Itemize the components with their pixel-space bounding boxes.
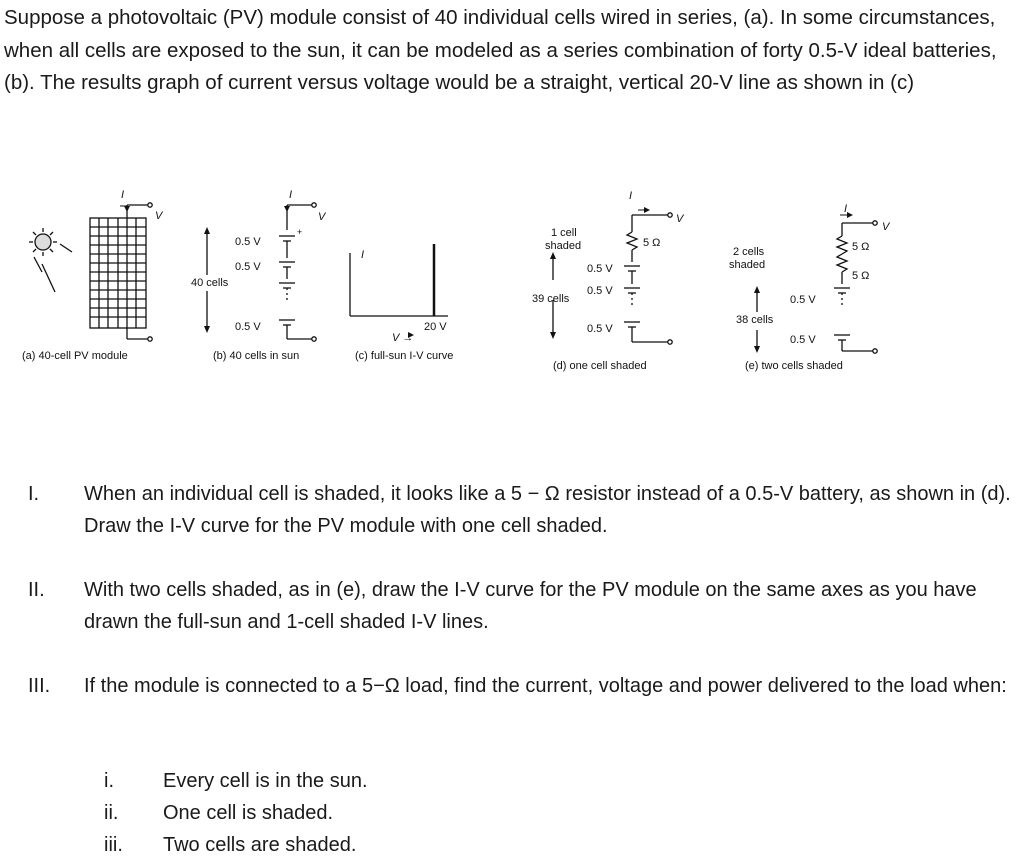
c-voltage-value: 20 V [424,321,447,333]
d-cell-voltage-3: 0.5 V [587,323,613,335]
e-shaded-line2: shaded [729,259,766,271]
d-shaded-line2: shaded [545,240,582,252]
pv-circuit-figure [0,180,1024,380]
d-cell-count: 39 cells [532,293,570,305]
d-cell-voltage-1: 0.5 V [587,263,613,275]
battery-series-b [207,203,316,341]
subitem-1-number: i. [104,770,114,792]
c-voltage-axis-label: V → [392,332,414,344]
question-1-number: I. [28,483,40,505]
caption-a: (a) 40-cell PV module [22,350,128,362]
b-voltage-label: V [318,211,326,223]
question-2-text: With two cells shaded, as in (e), draw the I-V curve for the PV module on the same axes as you have drawn the full-sun and 1-cell shaded I-V lines. [84,579,977,633]
b-cell-voltage-1: 0.5 V [235,236,261,248]
question-1-text: When an individual cell is shaded, it looks like a 5 − Ω resistor instead of a 0.5-V battery, as shown in (d). Draw the I-V curve for the PV module with one cell shaded. [84,483,1011,537]
figure-svg [0,180,1024,380]
subitem-3-number: iii. [104,834,123,856]
d-resistor-label: 5 Ω [643,237,661,249]
caption-b: (b) 40 cells in sun [213,350,300,362]
e-shaded-line1: 2 cells [733,246,765,258]
e-current-label: I [844,203,848,215]
b-plus-sign: + [297,227,303,237]
b-cell-voltage-2: 0.5 V [235,261,261,273]
arrowheads [124,206,853,353]
b-cell-count: 40 cells [191,277,229,289]
subitem-2-text: One cell is shaded. [163,802,334,824]
subitem-3-text: Two cells are shaded. [163,834,357,856]
sun-icon [29,228,72,292]
iv-curve-axes [350,244,448,316]
a-voltage-label: V [155,210,163,222]
b-cell-voltage-3: 0.5 V [235,321,261,333]
caption-c: (c) full-sun I-V curve [355,350,454,362]
subitem-1-text: Every cell is in the sun. [163,770,368,792]
d-shaded-line1: 1 cell [551,227,577,239]
e-resistor-label-2: 5 Ω [852,270,870,282]
question-3-text: If the module is connected to a 5−Ω load, find the current, voltage and power delivered to the load when: [84,675,1007,697]
d-cell-voltage-2: 0.5 V [587,285,613,297]
d-voltage-label: V [676,213,684,225]
intro-paragraph: Suppose a photovoltaic (PV) module consist of 40 individual cells wired in series, (a). In some circumstances, when all cells are exposed to the sun, it can be modeled as a series combination of forty 0.5-V ideal batteries, (b). The results graph of current versus voltage would be a straight, vertical 20-V line as shown in (c) [4,6,997,94]
caption-d: (d) one cell shaded [553,360,647,372]
b-current-label: I [289,189,293,201]
subitem-2-number: ii. [104,802,119,824]
e-cell-voltage-1: 0.5 V [790,294,816,306]
c-current-axis-label: I [361,249,365,261]
e-cell-voltage-2: 0.5 V [790,334,816,346]
e-resistor-label-1: 5 Ω [852,241,870,253]
question-2-number: II. [28,579,45,601]
a-current-label: I [121,189,125,201]
pv-module-grid [90,203,152,341]
d-current-label: I [629,190,633,202]
caption-e: (e) two cells shaded [745,360,843,372]
e-voltage-label: V [882,221,890,233]
question-3-number: III. [28,675,51,697]
e-cell-count: 38 cells [736,314,774,326]
